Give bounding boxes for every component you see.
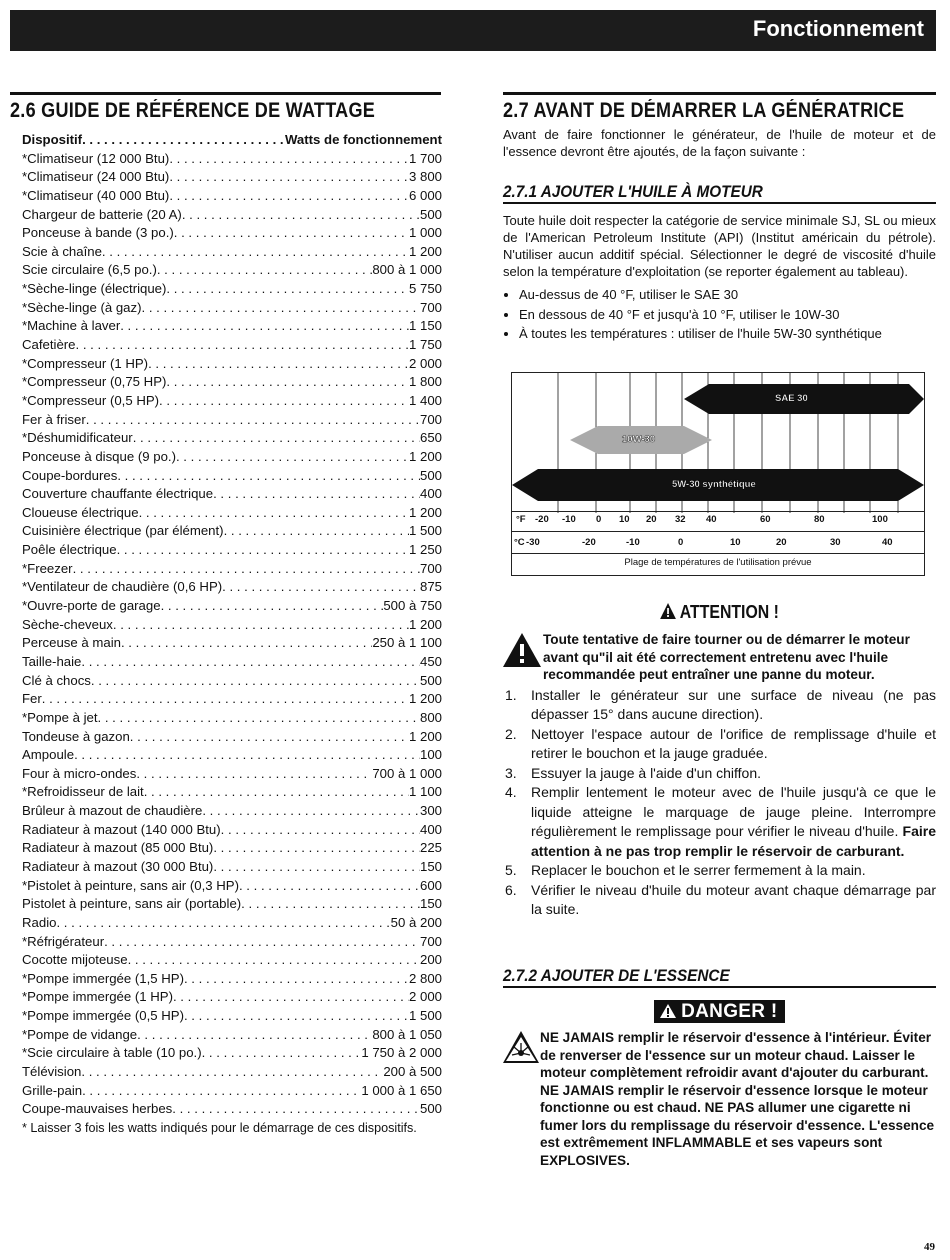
table-row bbox=[22, 560, 442, 579]
warning-triangle-icon bbox=[660, 603, 676, 619]
device-watts: 1 200 bbox=[409, 616, 442, 635]
table-row bbox=[22, 746, 442, 765]
table-row bbox=[22, 373, 442, 392]
device-watts: 800 bbox=[420, 709, 442, 728]
table-row bbox=[22, 187, 442, 206]
device-name: Brûleur à mazout de chaudière bbox=[22, 802, 202, 821]
table-row bbox=[22, 243, 442, 262]
table-row bbox=[22, 578, 442, 597]
table-row bbox=[22, 951, 442, 970]
f-tick: -10 bbox=[562, 514, 576, 525]
device-name: Taille-haie bbox=[22, 653, 81, 672]
device-watts: 1 800 bbox=[409, 373, 442, 392]
device-watts: 1 200 bbox=[409, 243, 442, 262]
f-tick: -20 bbox=[535, 514, 549, 525]
device-name: Fer bbox=[22, 690, 42, 709]
device-name: *Climatiseur (24 000 Btu) bbox=[22, 168, 169, 187]
warning-triangle-icon bbox=[503, 633, 541, 667]
f-tick: 40 bbox=[706, 514, 717, 525]
device-name: Pistolet à peinture, sans air (portable) bbox=[22, 895, 241, 914]
table-row bbox=[22, 411, 442, 430]
device-name: Cocotte mijoteuse bbox=[22, 951, 128, 970]
section-rule bbox=[10, 92, 441, 95]
attention-title: ATTENTION ! bbox=[679, 602, 779, 622]
wattage-table-header bbox=[22, 131, 442, 150]
c-tick: 10 bbox=[730, 537, 741, 548]
device-name: Radiateur à mazout (30 000 Btu) bbox=[22, 858, 213, 877]
device-watts: 2 000 bbox=[409, 988, 442, 1007]
device-name: *Pompe immergée (1,5 HP) bbox=[22, 970, 184, 989]
device-name: *Pompe immergée (1 HP) bbox=[22, 988, 173, 1007]
device-watts: 875 bbox=[420, 578, 442, 597]
table-row bbox=[22, 914, 442, 933]
device-name: Radiateur à mazout (140 000 Btu) bbox=[22, 821, 221, 840]
device-name: *Pompe à jet bbox=[22, 709, 98, 728]
table-row bbox=[22, 1007, 442, 1026]
table-row bbox=[22, 429, 442, 448]
device-watts: 1 750 à 2 000 bbox=[361, 1044, 442, 1063]
subsection-title-2-7-1: 2.7.1 AJOUTER L'HUILE À MOTEUR bbox=[503, 182, 763, 201]
device-name: Scie circulaire (6,5 po.) bbox=[22, 261, 157, 280]
device-watts: 1 200 bbox=[409, 690, 442, 709]
device-watts: 100 bbox=[420, 746, 442, 765]
table-row bbox=[22, 653, 442, 672]
device-watts: 250 à 1 100 bbox=[372, 634, 442, 653]
table-row bbox=[22, 970, 442, 989]
header-title: Fonctionnement bbox=[752, 16, 924, 41]
device-watts: 1 400 bbox=[409, 392, 442, 411]
wattage-table bbox=[22, 131, 442, 1137]
device-watts: 5 750 bbox=[409, 280, 442, 299]
table-row bbox=[22, 504, 442, 523]
f-label: °F bbox=[516, 514, 526, 525]
device-watts: 450 bbox=[420, 653, 442, 672]
device-watts: 50 à 200 bbox=[391, 914, 442, 933]
table-row bbox=[22, 541, 442, 560]
device-name: Radiateur à mazout (85 000 Btu) bbox=[22, 839, 213, 858]
device-watts: 1 200 bbox=[409, 728, 442, 747]
header-watts: Watts de fonctionnement bbox=[285, 131, 442, 150]
table-row bbox=[22, 1082, 442, 1101]
step-warning: Faire attention à ne pas trop remplir le réservoir de carburant. bbox=[531, 823, 936, 859]
table-row bbox=[22, 206, 442, 225]
oil-bullets bbox=[503, 285, 936, 344]
f-tick: 80 bbox=[814, 514, 825, 525]
c-tick: -30 bbox=[526, 537, 540, 548]
device-name: *Réfrigérateur bbox=[22, 933, 104, 952]
device-watts: 500 bbox=[420, 1100, 442, 1119]
device-name: *Machine à laver bbox=[22, 317, 120, 336]
device-name: *Ventilateur de chaudière (0,6 HP) bbox=[22, 578, 222, 597]
device-name: Ponceuse à disque (9 po.) bbox=[22, 448, 176, 467]
subsection-rule bbox=[503, 202, 936, 204]
device-name: Cloueuse électrique bbox=[22, 504, 139, 523]
table-row bbox=[22, 690, 442, 709]
10w30-label: 10W-30 bbox=[622, 434, 656, 445]
device-name: Cuisinière électrique (par élément) bbox=[22, 522, 224, 541]
c-tick: 30 bbox=[830, 537, 841, 548]
device-watts: 700 bbox=[420, 933, 442, 952]
table-row bbox=[22, 1100, 442, 1119]
device-name: Sèche-cheveux bbox=[22, 616, 113, 635]
table-row bbox=[22, 224, 442, 243]
device-watts: 1 100 bbox=[409, 783, 442, 802]
device-watts: 500 bbox=[420, 672, 442, 691]
section-title-2-7: 2.7 AVANT DE DÉMARRER LA GÉNÉRATRICE bbox=[503, 99, 905, 122]
device-name: Cafetière bbox=[22, 336, 76, 355]
explosion-hazard-icon bbox=[503, 1031, 539, 1063]
device-name: Tondeuse à gazon bbox=[22, 728, 130, 747]
device-watts: 500 bbox=[420, 467, 442, 486]
step-item: 5. Replacer le bouchon et le serrer fermement à la main. bbox=[505, 862, 866, 878]
header-device: Dispositif bbox=[22, 131, 82, 150]
viscosity-bars bbox=[512, 373, 924, 513]
device-watts: 800 à 1 050 bbox=[372, 1026, 442, 1045]
device-name: Four à micro-ondes bbox=[22, 765, 136, 784]
table-row bbox=[22, 168, 442, 187]
device-name: *Compresseur (0,5 HP) bbox=[22, 392, 159, 411]
table-row bbox=[22, 522, 442, 541]
attention-heading bbox=[529, 602, 910, 623]
table-row bbox=[22, 895, 442, 914]
table-row bbox=[22, 392, 442, 411]
5w30-label: 5W-30 synthétique bbox=[672, 479, 756, 490]
device-watts: 6 000 bbox=[409, 187, 442, 206]
device-watts: 700 à 1 000 bbox=[372, 765, 442, 784]
device-watts: 200 bbox=[420, 951, 442, 970]
table-row bbox=[22, 616, 442, 635]
warning-triangle-icon bbox=[660, 1004, 676, 1018]
list-item: • En dessous de 40 °F et jusqu'à 10 °F, utiliser le 10W-30 bbox=[519, 305, 936, 325]
device-name: *Pompe immergée (0,5 HP) bbox=[22, 1007, 184, 1026]
device-watts: 1 150 bbox=[409, 317, 442, 336]
device-watts: 1 500 bbox=[409, 522, 442, 541]
device-watts: 150 bbox=[420, 895, 442, 914]
oil-subsection bbox=[503, 182, 936, 344]
step-item: 4. Remplir lentement le moteur avec de l'huile jusqu'à ce que le liquide atteigne le marquage de jauge pleine. Interrompre régulièrement le remplissage pour vérifier le niveau d'huile. Faire attention à ne pas trop remplir le réservoir de carburant. bbox=[505, 784, 936, 859]
device-name: Télévision bbox=[22, 1063, 81, 1082]
subsection-title-2-7-2: 2.7.2 AJOUTER DE L'ESSENCE bbox=[503, 966, 730, 985]
device-name: *Pistolet à peinture, sans air (0,3 HP) bbox=[22, 877, 239, 896]
device-name: Clé à chocs bbox=[22, 672, 91, 691]
danger-heading bbox=[654, 1000, 786, 1023]
device-watts: 400 bbox=[420, 821, 442, 840]
f-tick: 100 bbox=[872, 514, 888, 525]
table-row bbox=[22, 485, 442, 504]
wattage-rows bbox=[22, 150, 442, 1119]
danger-text: NE JAMAIS remplir le réservoir d'essence à l'intérieur. Éviter de renverser de l'essence sur un moteur chaud. Laisser le moteur complètement refroidir avant d'ajouter du carburant. NE JAMAIS remplir le réservoir d'essence lorsque le moteur fonctionne ou est chaud. NE PAS allumer une cigarette ni fumer lors du remplissage du réservoir d'essence. L'essence est extrêmement INFLAMMABLE et ses vapeurs sont EXPLOSIVES. bbox=[540, 1030, 935, 1168]
subsection-rule bbox=[503, 986, 936, 988]
device-watts: 1 200 bbox=[409, 504, 442, 523]
device-watts: 2 800 bbox=[409, 970, 442, 989]
device-name: *Compresseur (0,75 HP) bbox=[22, 373, 166, 392]
table-row bbox=[22, 299, 442, 318]
device-watts: 1 000 à 1 650 bbox=[361, 1082, 442, 1101]
f-tick: 10 bbox=[619, 514, 630, 525]
device-watts: 650 bbox=[420, 429, 442, 448]
table-row bbox=[22, 355, 442, 374]
device-watts: 400 bbox=[420, 485, 442, 504]
table-row bbox=[22, 261, 442, 280]
device-watts: 600 bbox=[420, 877, 442, 896]
device-name: Couverture chauffante électrique bbox=[22, 485, 213, 504]
viscosity-chart bbox=[511, 372, 925, 576]
device-name: Poêle électrique bbox=[22, 541, 117, 560]
device-watts: 500 à 750 bbox=[383, 597, 442, 616]
table-row bbox=[22, 858, 442, 877]
f-tick: 32 bbox=[675, 514, 686, 525]
device-name: *Déshumidificateur bbox=[22, 429, 133, 448]
device-name: *Climatiseur (12 000 Btu) bbox=[22, 150, 169, 169]
table-row bbox=[22, 765, 442, 784]
table-row bbox=[22, 783, 442, 802]
device-name: Radio bbox=[22, 914, 56, 933]
table-row bbox=[22, 467, 442, 486]
device-name: *Climatiseur (40 000 Btu) bbox=[22, 187, 169, 206]
device-watts: 700 bbox=[420, 560, 442, 579]
device-watts: 800 à 1 000 bbox=[372, 261, 442, 280]
table-row bbox=[22, 150, 442, 169]
chart-caption: Plage de températures de l'utilisation prévue bbox=[624, 557, 812, 568]
section-title-2-6: 2.6 GUIDE DE RÉFÉRENCE DE WATTAGE bbox=[10, 99, 376, 122]
table-row bbox=[22, 280, 442, 299]
c-tick: -10 bbox=[626, 537, 640, 548]
list-item: • Au-dessus de 40 °F, utiliser le SAE 30 bbox=[519, 285, 936, 305]
device-name: Ampoule bbox=[22, 746, 74, 765]
table-row bbox=[22, 728, 442, 747]
oil-text: Toute huile doit respecter la catégorie de service minimale SJ, SL ou mieux de l'American Petroleum Institute (API) (Institut américain du pétrole). N'utiliser aucun additif spécial. Sélectionner le degré de viscosité d'huile selon la température d'exploitation (se reporter également au tableau). bbox=[503, 213, 936, 279]
table-row bbox=[22, 821, 442, 840]
device-watts: 200 à 500 bbox=[383, 1063, 442, 1082]
table-row bbox=[22, 709, 442, 728]
device-watts: 700 bbox=[420, 411, 442, 430]
device-watts: 500 bbox=[420, 206, 442, 225]
table-row bbox=[22, 877, 442, 896]
device-watts: 700 bbox=[420, 299, 442, 318]
c-tick: 0 bbox=[678, 537, 684, 548]
device-name: Coupe-mauvaises herbes bbox=[22, 1100, 172, 1119]
fuel-subsection bbox=[503, 966, 936, 1169]
attention-block bbox=[503, 602, 936, 920]
oil-steps bbox=[503, 686, 936, 920]
header-banner bbox=[10, 10, 936, 51]
step-item: 3. Essuyer la jauge à l'aide d'un chiffon. bbox=[505, 764, 762, 781]
f-tick: 0 bbox=[596, 514, 602, 525]
c-tick: 20 bbox=[776, 537, 787, 548]
table-row bbox=[22, 317, 442, 336]
c-label: °C bbox=[514, 537, 525, 548]
table-row bbox=[22, 1026, 442, 1045]
table-row bbox=[22, 1044, 442, 1063]
intro-text: Avant de faire fonctionner le générateur, de l'huile de moteur et de l'essence devront être ajoutés, de la façon suivante : bbox=[503, 127, 936, 159]
device-watts: 300 bbox=[420, 802, 442, 821]
device-watts: 225 bbox=[420, 839, 442, 858]
device-name: *Pompe de vidange bbox=[22, 1026, 137, 1045]
device-watts: 1 200 bbox=[409, 448, 442, 467]
step-item: 6. Vérifier le niveau d'huile du moteur avant chaque démarrage par la suite. bbox=[505, 881, 936, 917]
list-item: • À toutes les températures : utiliser de l'huile 5W-30 synthétique bbox=[519, 324, 936, 344]
device-name: Scie à chaîne bbox=[22, 243, 102, 262]
device-name: Fer à friser bbox=[22, 411, 86, 430]
section-rule bbox=[503, 92, 936, 95]
device-name: Coupe-bordures bbox=[22, 467, 117, 486]
device-name: *Sèche-linge (électrique) bbox=[22, 280, 166, 299]
device-watts: 1 500 bbox=[409, 1007, 442, 1026]
table-row bbox=[22, 1063, 442, 1082]
device-watts: 3 800 bbox=[409, 168, 442, 187]
sae30-label: SAE 30 bbox=[775, 393, 808, 404]
table-row bbox=[22, 448, 442, 467]
device-watts: 1 250 bbox=[409, 541, 442, 560]
device-name: Ponceuse à bande (3 po.) bbox=[22, 224, 174, 243]
device-name: *Scie circulaire à table (10 po.) bbox=[22, 1044, 202, 1063]
device-name: *Sèche-linge (à gaz) bbox=[22, 299, 142, 318]
device-name: *Refroidisseur de lait bbox=[22, 783, 144, 802]
attention-text: Toute tentative de faire tourner ou de démarrer le moteur avant qu"il ait été correctement entretenu avec l'huile recommandée peut entraîner une panne du moteur. bbox=[543, 632, 910, 682]
device-name: Perceuse à main bbox=[22, 634, 121, 653]
page-number: 49 bbox=[924, 1241, 935, 1253]
table-row bbox=[22, 597, 442, 616]
table-row bbox=[22, 933, 442, 952]
device-watts: 150 bbox=[420, 858, 442, 877]
device-name: *Ouvre-porte de garage bbox=[22, 597, 161, 616]
table-row bbox=[22, 802, 442, 821]
table-row bbox=[22, 336, 442, 355]
before-start-section bbox=[503, 92, 936, 1168]
wattage-footnote: * Laisser 3 fois les watts indiqués pour le démarrage de ces dispositifs. bbox=[22, 1120, 417, 1135]
c-tick: 40 bbox=[882, 537, 893, 548]
table-row bbox=[22, 988, 442, 1007]
danger-title: DANGER ! bbox=[681, 1001, 778, 1022]
device-watts: 1 000 bbox=[409, 224, 442, 243]
step-item: 1. Installer le générateur sur une surface de niveau (ne pas dépasser 15° dans aucune direction). bbox=[505, 686, 936, 722]
f-tick: 60 bbox=[760, 514, 771, 525]
device-name: Chargeur de batterie (20 A) bbox=[22, 206, 182, 225]
table-row bbox=[22, 839, 442, 858]
device-watts: 2 000 bbox=[409, 355, 442, 374]
table-row bbox=[22, 634, 442, 653]
step-item: 2. Nettoyer l'espace autour de l'orifice de remplissage d'huile et retirer le bouchon et la jauge graduée. bbox=[505, 725, 936, 761]
f-tick: 20 bbox=[646, 514, 657, 525]
device-name: Grille-pain bbox=[22, 1082, 82, 1101]
device-watts: 1 700 bbox=[409, 150, 442, 169]
device-name: *Compresseur (1 HP) bbox=[22, 355, 148, 374]
c-tick: -20 bbox=[582, 537, 596, 548]
table-row bbox=[22, 672, 442, 691]
device-name: *Freezer bbox=[22, 560, 73, 579]
wattage-section bbox=[10, 92, 441, 123]
device-watts: 1 750 bbox=[409, 336, 442, 355]
